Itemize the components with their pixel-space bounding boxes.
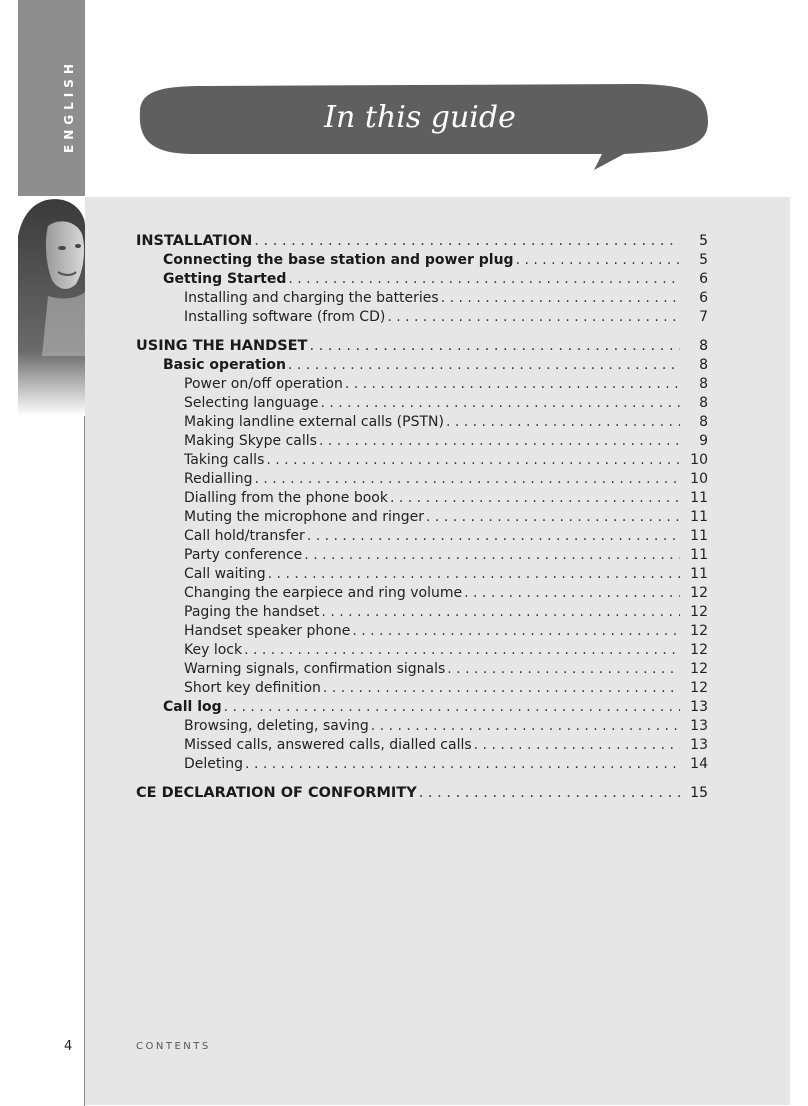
dot-leader xyxy=(266,451,680,470)
dot-leader xyxy=(419,784,680,803)
toc-entry-page: 12 xyxy=(690,623,708,639)
toc-entry-page: 11 xyxy=(690,490,708,506)
toc-entry-page: 11 xyxy=(690,547,708,563)
dot-leader xyxy=(268,565,680,584)
toc-entry-title: USING THE HANDSET xyxy=(136,338,308,354)
toc-entry-page: 12 xyxy=(690,585,708,601)
toc-entry-title: Selecting language xyxy=(184,395,319,411)
toc-entry[interactable] xyxy=(136,470,708,489)
toc-entry-title: Muting the microphone and ringer xyxy=(184,509,425,525)
toc-entry-page: 6 xyxy=(699,271,708,287)
dot-leader xyxy=(426,508,680,527)
toc-entry-title: INSTALLATION xyxy=(136,233,253,249)
toc-entry-title: Installing software (from CD) xyxy=(184,309,386,325)
toc-entry-page: 8 xyxy=(699,395,708,411)
dot-leader xyxy=(245,755,680,774)
toc-entry-page: 12 xyxy=(690,604,708,620)
toc-entry-page: 8 xyxy=(699,357,708,373)
toc-entry-title: Call waiting xyxy=(184,566,266,582)
toc-entry[interactable] xyxy=(136,308,708,327)
toc-entry[interactable] xyxy=(136,413,708,432)
toc-entry[interactable] xyxy=(136,546,708,565)
dot-leader xyxy=(244,641,680,660)
toc-entry[interactable] xyxy=(136,660,708,679)
toc-entry[interactable] xyxy=(136,251,708,270)
toc-entry-page: 11 xyxy=(690,566,708,582)
toc-entry-page: 12 xyxy=(690,642,708,658)
toc-entry[interactable] xyxy=(136,394,708,413)
toc-entry-page: 7 xyxy=(699,309,708,325)
dot-leader xyxy=(224,698,680,717)
toc-entry-page: 10 xyxy=(690,471,708,487)
table-of-contents xyxy=(136,232,708,803)
toc-entry-page: 11 xyxy=(690,509,708,525)
toc-entry[interactable] xyxy=(136,755,708,774)
toc-entry-page: 13 xyxy=(690,699,708,715)
toc-entry[interactable] xyxy=(136,679,708,698)
dot-leader xyxy=(288,270,680,289)
toc-entry[interactable] xyxy=(136,289,708,308)
toc-entry-title: Warning signals, confirmation signals xyxy=(184,661,446,677)
toc-entry-page: 5 xyxy=(699,233,708,249)
toc-entry-page: 5 xyxy=(699,252,708,268)
toc-entry-page: 13 xyxy=(690,737,708,753)
toc-entry[interactable] xyxy=(136,489,708,508)
toc-entry-title: Redialling xyxy=(184,471,253,487)
toc-entry-page: 6 xyxy=(699,290,708,306)
dot-leader xyxy=(255,470,681,489)
page-number: 4 xyxy=(64,1039,73,1054)
toc-entry[interactable] xyxy=(136,584,708,603)
toc-entry[interactable] xyxy=(136,698,708,717)
dot-leader xyxy=(288,356,680,375)
dot-leader xyxy=(304,546,680,565)
toc-entry-title: Key lock xyxy=(184,642,243,658)
toc-entry[interactable] xyxy=(136,736,708,755)
dot-leader xyxy=(390,489,680,508)
toc-entry-title: Basic operation xyxy=(163,357,286,373)
toc-entry-title: Paging the handset xyxy=(184,604,320,620)
toc-entry-title: Call log xyxy=(163,699,222,715)
toc-entry-title: Making Skype calls xyxy=(184,433,317,449)
toc-entry-title: Making landline external calls (PSTN) xyxy=(184,414,444,430)
toc-entry[interactable] xyxy=(136,375,708,394)
toc-entry-title: Short key definition xyxy=(184,680,321,696)
language-label: ENGLISH xyxy=(62,59,76,153)
toc-entry-page: 8 xyxy=(699,414,708,430)
toc-entry-title: Dialling from the phone book xyxy=(184,490,388,506)
toc-entry[interactable] xyxy=(136,451,708,470)
toc-entry-title: Connecting the base station and power plug xyxy=(163,252,514,268)
toc-entry-page: 13 xyxy=(690,718,708,734)
dot-leader xyxy=(447,660,680,679)
dot-leader xyxy=(446,413,680,432)
dot-leader xyxy=(320,394,680,413)
dot-leader xyxy=(323,679,680,698)
toc-entry[interactable] xyxy=(136,527,708,546)
toc-entry[interactable] xyxy=(136,432,708,451)
toc-entry-title: Missed calls, answered calls, dialled calls xyxy=(184,737,472,753)
toc-entry[interactable] xyxy=(136,641,708,660)
toc-entry[interactable] xyxy=(136,232,708,251)
section-label: CONTENTS xyxy=(136,1041,211,1052)
dot-leader xyxy=(309,337,680,356)
dot-leader xyxy=(516,251,680,270)
toc-entry-title: Power on/off operation xyxy=(184,376,343,392)
toc-entry-title: Call hold/transfer xyxy=(184,528,305,544)
toc-entry-page: 8 xyxy=(699,338,708,354)
dot-leader xyxy=(474,736,680,755)
toc-entry-title: Getting Started xyxy=(163,271,287,287)
dot-leader xyxy=(371,717,680,736)
toc-entry[interactable] xyxy=(136,603,708,622)
toc-entry-title: CE DECLARATION OF CONFORMITY xyxy=(136,785,417,801)
toc-entry-page: 10 xyxy=(690,452,708,468)
dot-leader xyxy=(319,432,680,451)
toc-entry-title: Taking calls xyxy=(184,452,265,468)
toc-entry-page: 12 xyxy=(690,680,708,696)
toc-entry-page: 14 xyxy=(690,756,708,772)
toc-entry[interactable] xyxy=(136,565,708,584)
toc-entry[interactable] xyxy=(136,508,708,527)
toc-entry-page: 15 xyxy=(690,785,708,801)
toc-entry[interactable] xyxy=(136,622,708,641)
toc-entry[interactable] xyxy=(136,717,708,736)
toc-entry-title: Changing the earpiece and ring volume xyxy=(184,585,463,601)
woman-photo xyxy=(18,196,85,416)
toc-entry[interactable] xyxy=(136,337,708,356)
toc-entry-title: Browsing, deleting, saving xyxy=(184,718,369,734)
toc-entry-page: 12 xyxy=(690,661,708,677)
dot-leader xyxy=(352,622,680,641)
toc-entry-page: 11 xyxy=(690,528,708,544)
toc-entry-title: Installing and charging the batteries xyxy=(184,290,439,306)
dot-leader xyxy=(441,289,680,308)
dot-leader xyxy=(387,308,680,327)
toc-entry-page: 8 xyxy=(699,376,708,392)
dot-leader xyxy=(307,527,680,546)
toc-entry-title: Handset speaker phone xyxy=(184,623,351,639)
dot-leader xyxy=(464,584,680,603)
language-tab xyxy=(18,0,85,196)
dot-leader xyxy=(345,375,680,394)
dot-leader xyxy=(321,603,680,622)
guide-title: In this guide xyxy=(324,100,516,135)
dot-leader xyxy=(254,232,680,251)
toc-entry-title: Party conference xyxy=(184,547,303,563)
toc-entry[interactable] xyxy=(136,356,708,375)
toc-entry[interactable] xyxy=(136,270,708,289)
toc-entry-page: 9 xyxy=(699,433,708,449)
toc-entry[interactable] xyxy=(136,784,708,803)
toc-entry-title: Deleting xyxy=(184,756,244,772)
